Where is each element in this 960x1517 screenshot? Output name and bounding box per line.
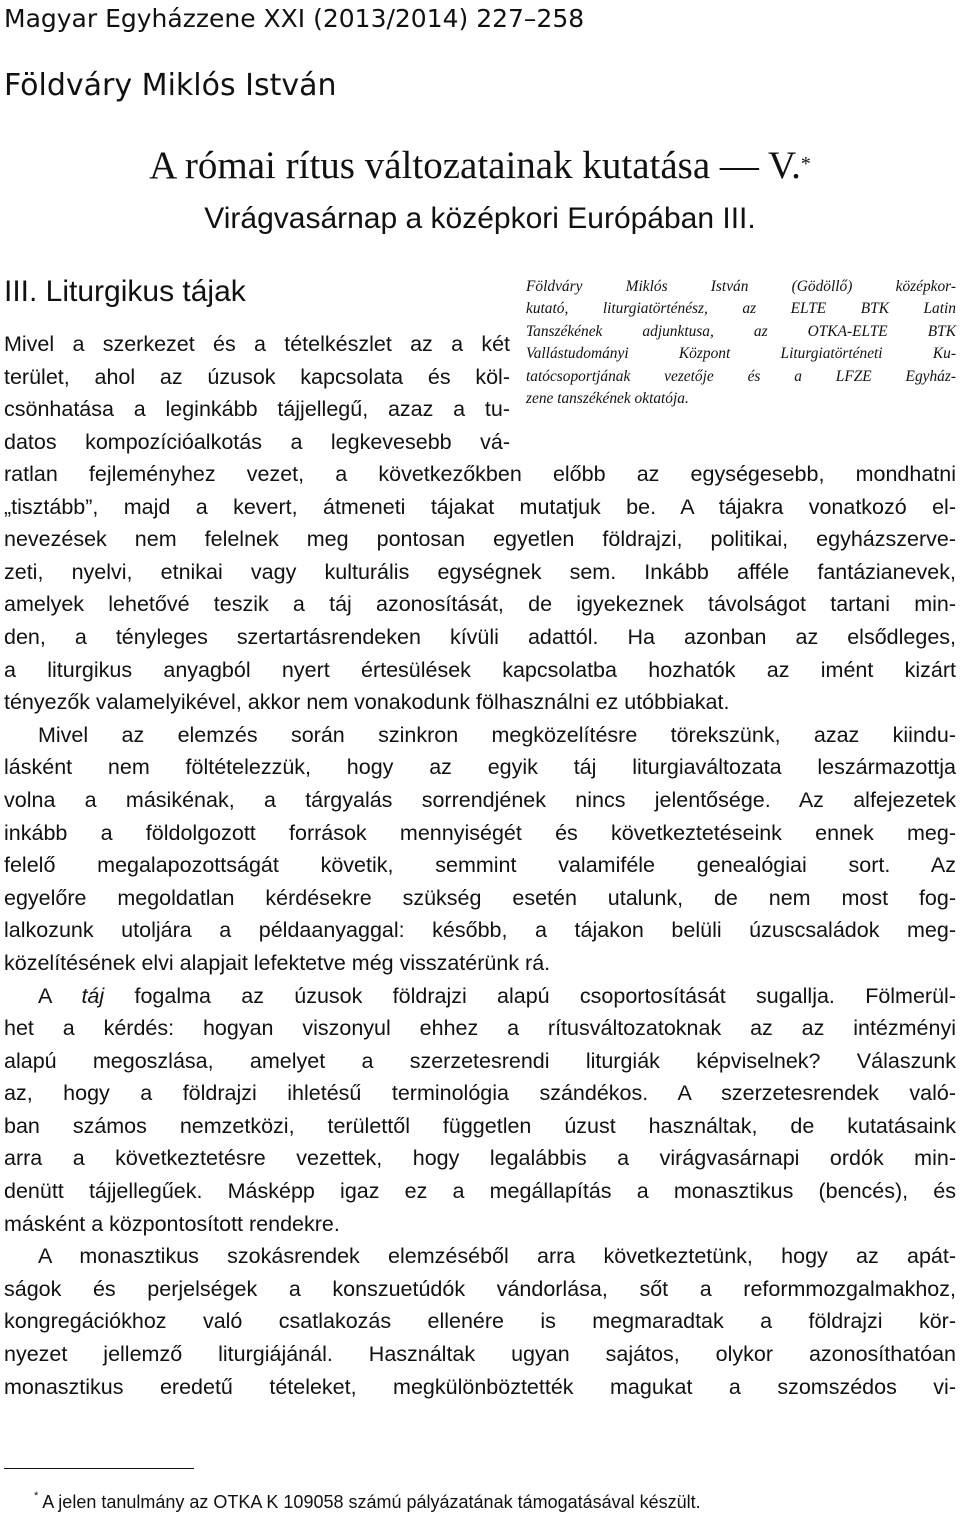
text-line: tényezők valamelyikével, akkor nem vonakodunk fölhasználni ez utóbbiakat. [4,690,730,715]
article-subtitle: Virágvasárnap a középkori Európában III. [204,202,756,235]
text-line: „tisztább”, majd a kevert, átmeneti tájakat mutatjuk be. A tájakra vonatkozó el- [4,494,956,519]
text-fragment: fogalma az úzusok földrajzi alapú csoportosítását sugallja. Fölmerül- [134,983,956,1008]
footnote-mark: * [34,1490,39,1502]
text-line: denütt tájjellegűek. Másképp igaz ez a megállapítás a monasztikus (bencés), és [4,1179,956,1204]
text-line: egyelőre megoldatlan kérdésekre szükség esetén utalunk, de nem most fog- [4,885,956,910]
text-line: ságok és perjelségek a konszuetúdók vándorlása, sőt a reformmozgalmakhoz, [4,1276,956,1301]
intro-paragraph [4,328,510,458]
footnote-text: A jelen tanulmány az OTKA K 109058 számú pályázatának támogatásával készült. [42,1492,701,1512]
author-note-line: Tanszékének adjunktusa, az OTKA-ELTE BTK [526,322,956,340]
author-name: Földváry Miklós István [4,68,337,103]
author-note-line: kutató, liturgiatörténész, az ELTE BTK Latin [526,300,956,318]
text-line: terület, ahol az úzusok kapcsolata és köl- [4,364,510,389]
author-note-line: zene tanszékének oktatója. [526,390,689,408]
text-line: monasztikus eredetű tételeket, megkülönböztették magukat a szomszédos vi- [4,1374,956,1399]
author-note-line: Vallástudományi Központ Liturgiatörténeti Ku- [526,345,956,363]
body-text [4,458,956,1403]
text-line: felelő megalapozottságát követik, semmint valamiféle genealógiai sort. Az [4,853,956,878]
text-line: az, hogy a földrajzi ihletésű terminológia szándékos. A szerzetesrendek való- [4,1081,956,1106]
text-line: volna a másikénak, a tárgyalás sorrendjének nincs jelentősége. Az alfejezetek [4,787,956,812]
text-line: Mivel az elemzés során szinkron megközelítésre törekszünk, azaz kiindu- [38,722,956,747]
title-footnote-mark: * [800,153,811,175]
text-line [4,980,956,1013]
text-line: lalkozunk utoljára a példaanyaggal: később, a tájakon belüli úzuscsaládok meg- [4,918,956,943]
author-note-line: tatócsoportjának vezetője és a LFZE Egyház- [526,367,956,385]
text-line: datos kompozícióalkotás a legkevesebb vá- [4,429,510,454]
emphasis-term: táj [81,983,105,1008]
footnote [34,1486,701,1514]
text-line: csönhatása a leginkább tájjellegű, azaz a tu- [4,397,510,422]
text-line: A monasztikus szokásrendek elemzéséből arra következtetünk, hogy az apát- [38,1244,956,1269]
text-line: ban számos nemzetközi, területtől független úzust használtak, de kutatásaink [4,1113,956,1138]
text-line: alapú megoszlása, amelyet a szerzetesrendi liturgiák képviselnek? Válaszunk [4,1048,956,1073]
text-line: ratlan fejleményhez vezet, a következőkben előbb az egységesebb, mondhatni [4,462,956,486]
text-line: den, a tényleges szertartásrendeken kívüli adattól. Ha azonban az elsődleges, [4,624,956,649]
text-line: közelítésének elvi alapjait lefektetve még visszatérünk rá. [4,950,551,975]
article-title-text: A római rítus változatainak kutatása — V. [149,144,801,187]
text-line: amelyek lehetővé teszik a táj azonosítását, de igyekeznek távolságot tartani min- [4,592,956,617]
text-line: arra a következtetésre vezettek, hogy legalábbis a virágvasárnapi ordók min- [4,1146,956,1171]
text-line: Mivel a szerkezet és a tételkészlet az a két [4,332,510,356]
text-line: het a kérdés: hogyan viszonyul ehhez a rítusváltozatoknak az az intézményi [4,1016,956,1041]
text-line: lásként nem föltételezzük, hogy az egyik táj liturgiaváltozata leszármazottja [4,755,956,780]
text-line: nevezések nem felelnek meg pontosan egyetlen földrajzi, politikai, egyházszerve- [4,527,956,552]
article-title [0,142,960,190]
text-line: a liturgikus anyagból nyert értesülések kapcsolatba hozhatók az imént kizárt [4,657,956,682]
text-line: nyezet jellemző liturgiájánál. Használtak ugyan sajátos, olykor azonosíthatóan [4,1342,956,1367]
author-note-line: Földváry Miklós István (Gödöllő) középkor- [526,278,956,295]
text-fragment: A [38,983,82,1008]
journal-reference: Magyar Egyházzene XXI (2013/2014) 227–258 [4,4,585,33]
author-note [526,276,956,410]
text-line: másként a központosított rendekre. [4,1211,340,1236]
footnote-divider [4,1468,194,1469]
text-line: inkább a földolgozott források mennyiségét és következtetéseink ennek meg- [4,820,956,845]
text-line: zeti, nyelvi, etnikai vagy kulturális egységnek sem. Inkább afféle fantázianevek, [4,559,956,584]
text-line: kongregációkhoz való csatlakozás ellenére is megmaradtak a földrajzi kör- [4,1309,956,1334]
section-heading: III. Liturgikus tájak [4,275,246,308]
